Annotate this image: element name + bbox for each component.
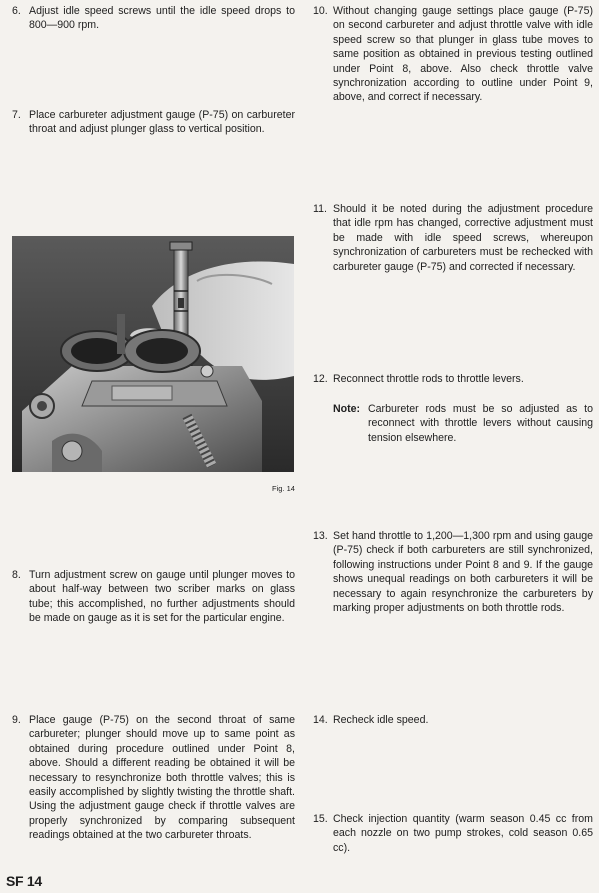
note [333, 402, 593, 445]
step-9-text: Place gauge (P-75) on the second throat of same carbureter; plunger should move up to same point as obtained during procedure outlined under Point 8, above. Should a different reading be obtained it will be necessary to resynchronize both throttle valves; this is easily accomplished by slightly twisting the throttle shaft. Using the adjustment gauge check if throttle valves are properly synchronized by comparing subsequent readings obtained at the two carbureter throats. [29, 714, 295, 842]
step-7-text: Place carbureter adjustment gauge (P-75) on carbureter throat and adjust plunger glass to vertical position. [29, 109, 295, 136]
step-7: 7. Place carbureter adjustment gauge (P-75) on carbureter throat and adjust plunger glass to vertical position. [12, 109, 295, 136]
step-13-text: Set hand throttle to 1,200—1,300 rpm and using gauge (P-75) check if both carbureters are still synchronized, following instructions under Point 8 and 9. If the gauge shows unequal readings on both carbureters it will be necessary to again resynchronize the carbureters by marking proper adjustments on both throttle rods. [333, 530, 593, 615]
step-11-text: Should it be noted during the adjustment procedure that idle rpm has changed, corrective adjustment must be made with idle speed screws, whereupon synchronization of carbureters must be rechecked with carbureter gauge (P-75) and corrected if necessary. [333, 203, 593, 273]
page-number: SF 14 [6, 873, 42, 889]
step-6-text: Adjust idle speed screws until the idle speed drops to 800—900 rpm. [29, 5, 295, 32]
step-15-text: Check injection quantity (warm season 0.45 cc from each nozzle on two pump strokes, cold season 0.65 cc). [333, 813, 593, 854]
note-text: Carbureter rods must be so adjusted as to reconnect with throttle levers without causing tension elsewhere. [368, 403, 593, 444]
step-12-text: Reconnect throttle rods to throttle levers. [333, 373, 524, 385]
step-10: 10. Without changing gauge settings place gauge (P-75) on second carbureter and adjust throttle valve with idle speed screw so that plunger in glass tube moves to same position as obtained in previous testing outlined under Point 8, above. Also check throttle valve synchronization according to outline under Point 9, above, and correct if necessary. [313, 5, 593, 104]
step-14: 14. Recheck idle speed. [313, 713, 593, 727]
step-8-text: Turn adjustment screw on gauge until plunger moves to about half-way between two scriber marks on glass tube; this accomplished, no further adjustments should be made on gauge as it is set for the particular engine. [29, 569, 295, 625]
carbureter-gauge-photo [12, 236, 294, 472]
step-12: 12. Reconnect throttle rods to throttle levers. [313, 372, 593, 386]
step-13: 13. Set hand throttle to 1,200—1,300 rpm and using gauge (P-75) check if both carbureters are still synchronized, following instructions under Point 8 and 9. If the gauge shows unequal readings on both carbureters it will be necessary to again resynchronize the carbureters by marking proper adjustments on both throttle rods. [313, 530, 593, 615]
step-14-text: Recheck idle speed. [333, 714, 429, 726]
step-8: 8. Turn adjustment screw on gauge until plunger moves to about half-way between two scriber marks on glass tube; this accomplished, no further adjustments should be made on gauge as it is set for the particular engine. [12, 569, 295, 625]
photo-illustration [12, 236, 294, 472]
step-6: 6. Adjust idle speed screws until the idle speed drops to 800—900 rpm. [12, 5, 295, 32]
step-11: 11. Should it be noted during the adjustment procedure that idle rpm has changed, corrective adjustment must be made with idle speed screws, whereupon synchronization of carbureters must be rechecked with carbureter gauge (P-75) and corrected if necessary. [313, 203, 593, 273]
note-label: Note: [333, 403, 361, 415]
figure-caption: Fig. 14 [272, 484, 295, 493]
step-9: 9. Place gauge (P-75) on the second throat of same carbureter; plunger should move up to same point as obtained during procedure outlined under Point 8, above. Should a different reading be obtained it will be necessary to resynchronize both throttle valves; this is easily accomplished by slightly twisting the throttle shaft. Using the adjustment gauge check if throttle valves are properly synchronized by comparing subsequent readings obtained at the two carbureter throats. [12, 714, 295, 842]
step-15: 15. Check injection quantity (warm season 0.45 cc from each nozzle on two pump strokes, cold season 0.65 cc). [313, 813, 593, 854]
step-10-text: Without changing gauge settings place gauge (P-75) on second carbureter and adjust throttle valve with idle speed screw so that plunger in glass tube moves to same position as obtained in previous testing outlined under Point 8, above. Also check throttle valve synchronization according to outline under Point 9, above, and correct if necessary. [333, 5, 593, 104]
